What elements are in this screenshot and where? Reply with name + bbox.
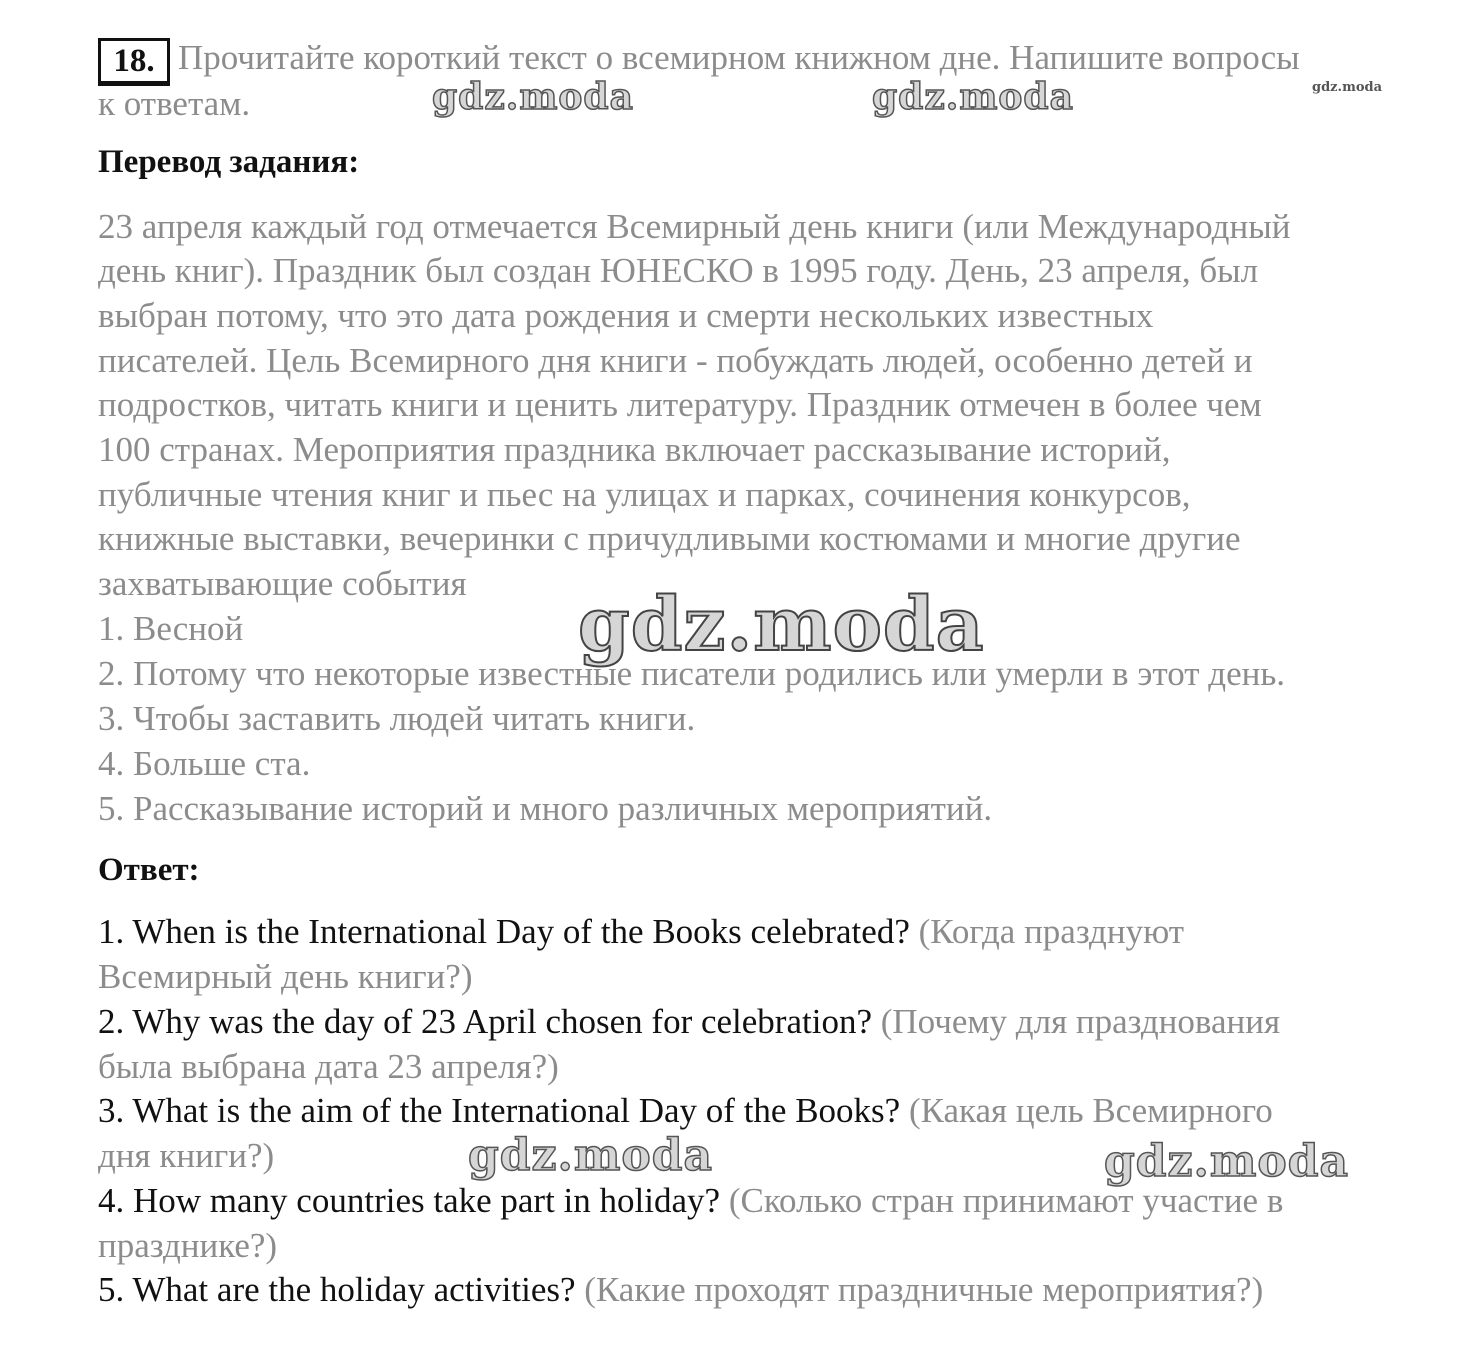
translation-line-3: выбран потому, что это дата рождения и смерти нескольких известных: [98, 296, 1154, 335]
translation-line-6: 100 странах. Мероприятия праздника включает рассказывание историй,: [98, 430, 1171, 469]
translation-line-1: 23 апреля каждый год отмечается Всемирный день книги (или Международный: [98, 207, 1291, 246]
task-instruction-line-1: Прочитайте короткий текст о всемирном книжном дне. Напишите вопросы: [178, 38, 1300, 77]
translation-line-8: книжные выставки, вечеринки с причудливыми костюмами и многие другие: [98, 519, 1241, 558]
watermark-logo: gdz.moda: [468, 1130, 714, 1181]
translation-line-2: день книг). Праздник был создан ЮНЕСКО в 1995 году. День, 23 апреля, был: [98, 251, 1259, 290]
translation-answer-5: 5. Рассказывание историй и много различных мероприятий.: [98, 789, 993, 828]
answer-5-english: 5. What are the holiday activities?: [98, 1270, 576, 1309]
translation-heading: Перевод задания:: [98, 144, 360, 180]
answer-heading: Ответ:: [98, 852, 200, 888]
answer-item-3: [98, 1089, 1273, 1133]
watermark-logo-small: gdz.moda: [1312, 80, 1383, 95]
answer-1-russian: (Когда празднуют: [918, 912, 1185, 951]
translation-line-5: подростков, читать книги и ценить литературу. Праздник отмечен в более чем: [98, 385, 1262, 424]
translation-line-7: публичные чтения книг и пьес на улицах и парках, сочинения конкурсов,: [98, 475, 1191, 514]
task-number: 18.: [113, 43, 155, 79]
task-number-box: [98, 38, 170, 84]
watermark-logo: gdz.moda: [432, 76, 634, 118]
answer-item-5: [98, 1268, 1263, 1312]
translation-answer-4: 4. Больше ста.: [98, 744, 311, 783]
translation-answer-1: 1. Весной: [98, 609, 244, 648]
answer-3-russian-cont: дня книги?): [98, 1136, 275, 1175]
translation-answer-2: 2. Потому что некоторые известные писатели родились или умерли в этот день.: [98, 654, 1286, 693]
watermark-logo-large: gdz.moda: [578, 582, 985, 668]
answer-2-english: 2. Why was the day of 23 April chosen for celebration?: [98, 1002, 872, 1041]
answer-item-1: [98, 910, 1184, 954]
watermark-logo: gdz.moda: [1104, 1136, 1350, 1187]
answer-4-english: 4. How many countries take part in holiday?: [98, 1181, 721, 1220]
answer-2-russian-cont: была выбрана дата 23 апреля?): [98, 1047, 559, 1086]
task-instruction-line-2: к ответам.: [98, 84, 251, 123]
answer-5-russian: (Какие проходят праздничные мероприятия?): [584, 1270, 1264, 1309]
answer-4-russian: (Сколько стран принимают участие в: [728, 1181, 1284, 1220]
translation-line-4: писателей. Цель Всемирного дня книги - побуждать людей, особенно детей и: [98, 341, 1253, 380]
answer-1-english: 1. When is the International Day of the Books celebrated?: [98, 912, 910, 951]
answer-3-english: 3. What is the aim of the International Day of the Books?: [98, 1091, 901, 1130]
translation-answer-3: 3. Чтобы заставить людей читать книги.: [98, 699, 696, 738]
answer-1-russian-cont: Всемирный день книги?): [98, 957, 473, 996]
translation-line-9: захватывающие события: [98, 564, 467, 603]
answer-3-russian: (Какая цель Всемирного: [908, 1091, 1273, 1130]
answer-2-russian: (Почему для празднования: [880, 1002, 1281, 1041]
answer-item-2: [98, 1000, 1280, 1044]
answer-4-russian-cont: празднике?): [98, 1226, 278, 1265]
watermark-logo: gdz.moda: [872, 76, 1074, 118]
